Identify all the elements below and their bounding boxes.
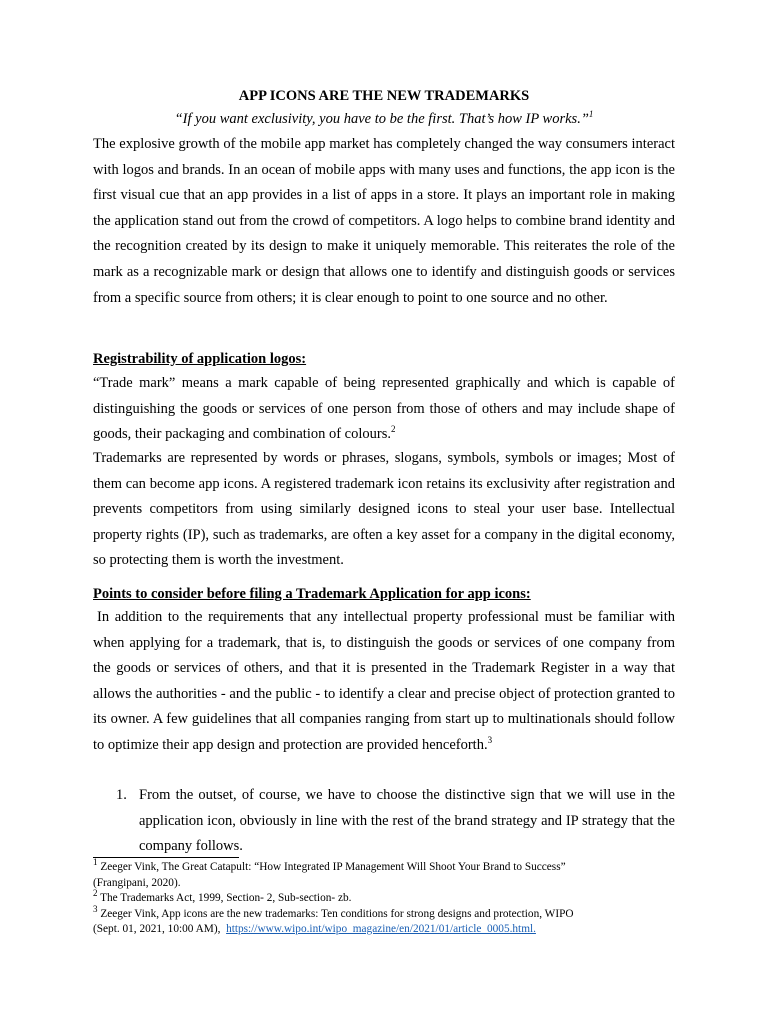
footnote-ref-1: 1 [588, 109, 594, 120]
list-item-number: 1. [116, 787, 127, 803]
list-item [93, 783, 675, 860]
list-item-text: From the outset, of course, we have to choose the distinctive sign that we will use in the application icon, obviously in line with the rest of the brand strategy and IP strategy that the company follows. [139, 787, 675, 855]
wipo-article-link[interactable]: https://www.wipo.int/wipo_magazine/en/2021/01/article_0005.html. [226, 923, 536, 935]
footnote-3-text: Zeeger Vink, App icons are the new trademarks: Ten conditions for strong designs and protection, WIPO [100, 907, 574, 920]
section-heading-registrability: Registrability of application logos: [93, 351, 307, 367]
footnote-1-number: 1 [93, 857, 98, 868]
footnote-separator [93, 857, 239, 858]
footnote-3-date: (Sept. 01, 2021, 10:00 AM), [93, 923, 221, 935]
footnote-3 [93, 903, 683, 923]
epigraph-quote [93, 108, 675, 130]
requirements-text: In addition to the requirements that any intellectual property professional must be familiar with when applying for a trademark, that is, to distinguish the goods or services of one company from the goods or services of others, and that it is presented in the Trademark Register in a way that allows the authorities - and the public - to identify a clear and precise object of protection granted to its owner. A few guidelines that all companies ranging from start up to multinationals should follow to optimize their app design and protection are provided henceforth. [93, 609, 675, 753]
footnote-ref-3: 3 [487, 735, 493, 746]
footnote-1-continued: (Frangipani, 2020). [93, 876, 181, 889]
quote-text: “If you want exclusivity, you have to be the first. That’s how IP works.” [174, 111, 589, 127]
footnote-3-number: 3 [93, 903, 98, 914]
footnote-2 [93, 888, 683, 907]
document-title: APP ICONS ARE THE NEW TRADEMARKS [238, 88, 530, 104]
section-heading-points: Points to consider before filing a Trademark Application for app icons: [93, 586, 531, 602]
footnote-2-number: 2 [93, 888, 98, 899]
footnote-1-text: Zeeger Vink, The Great Catapult: “How Integrated IP Management Will Shoot Your Brand to Success” [100, 861, 566, 873]
footnote-1 [93, 857, 683, 876]
footnotes [93, 857, 683, 938]
requirements-paragraph [93, 605, 675, 759]
footnote-ref-2: 2 [391, 424, 396, 435]
intro-paragraph: The explosive growth of the mobile app market has completely changed the way consumers interact with logos and brands. In an ocean of mobile apps with many uses and functions, the app icon is the first visual cue that an app provides in a list of apps in a store. It plays an important role in making the application stand out from the crowd of competitors. A logo helps to combine brand identity and the recognition created by its design to make it uniquely memorable. This reiterates the role of the mark as a recognizable mark or design that allows one to identify and distinguish goods or services from a specific source from others; it is clear enough to point to one source and no other. [93, 136, 675, 306]
trademark-definition-paragraph [93, 371, 675, 448]
trademarks-paragraph: Trademarks are represented by words or phrases, slogans, symbols, symbols or images; Most of them can become app icons. A registered trademark icon retains its exclusivity after registration and prevents competitors from using similarly designed icons to steal your user base. Intellectual property rights (IP), such as trademarks, are often a key asset for a company in the digital economy, so protecting them is worth the investment. [93, 450, 675, 569]
footnote-3-continued [93, 922, 683, 938]
footnote-2-text: The Trademarks Act, 1999, Section- 2, Sub-section- zb. [100, 892, 352, 904]
definition-text: “Trade mark” means a mark capable of being represented graphically and which is capable of distinguishing the goods or services of one person from those of others and may include shape of goods, their packaging and combination of colours. [93, 375, 675, 443]
